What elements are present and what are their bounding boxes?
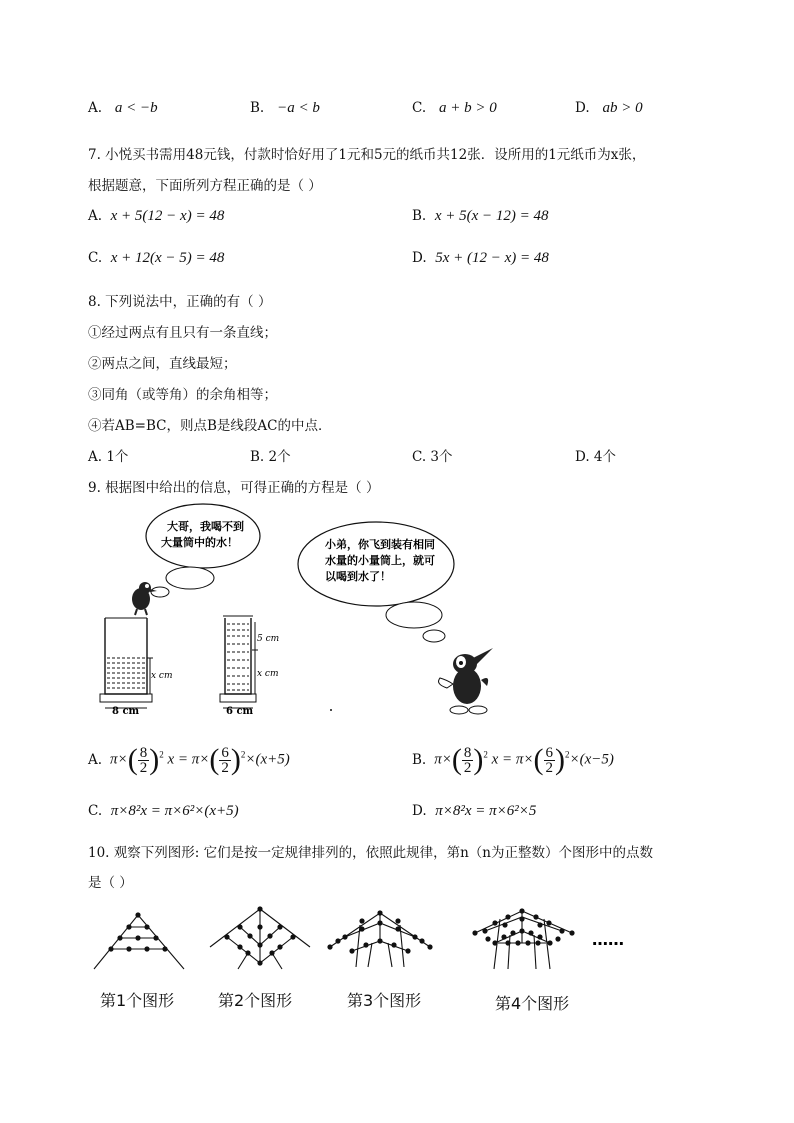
q8-statement-3: ③同角（或等角）的余角相等； [88,387,277,403]
q8-option-d: D. 4个 [575,449,617,465]
q8-stem: 8. 下列说法中，正确的有（ ） [88,294,272,310]
thought-dot-2b [423,630,445,642]
q7-option-b-expr: x + 5(x − 12) = 48 [434,208,549,224]
q10-stem-line1: 10. 观察下列图形: 它们是按一定规律排列的，依照此规律，第n（n为正整数）个图形中的点数 [88,845,653,861]
cyl2-width-label: 6 cm [226,706,254,717]
q7-stem-line2: 根据题意，下面所列方程正确的是（ ） [88,178,322,194]
q9-option-c-expr: π×8²x = π×6²×(x+5) [110,803,239,819]
bubble2-line1: 小弟，你飞到装有相同 [325,538,435,551]
cyl1-height-label: x cm [151,671,173,681]
thought-dot-1b [151,587,169,597]
q6-option-c-expr: a + b > 0 [439,100,497,116]
q6-option-d-expr: ab > 0 [602,100,643,116]
q6-option-c-label: C. [412,100,427,116]
q9-stem: 9. 根据图中给出的信息，可得正确的方程是（ ） [88,480,380,496]
q7-option-c-expr: x + 12(x − 5) = 48 [110,250,225,266]
q9-option-b-expr: π×( $\frac{8}{2}$ )$^2$ x = π×( $\frac{6}{2}$ )$^2$×(x−5) [434,743,614,776]
q9-option-d [412,803,536,820]
bubble1-line1: 大哥，我喝不到 [167,520,244,533]
cyl1-width-label: 8 cm [112,706,140,717]
q9-option-a-tail: ×(x+5) [245,751,290,768]
q7-option-b [412,208,548,225]
q9-option-a [88,738,290,782]
cyl2-top-label: 5 cm [257,634,280,644]
q9-option-d-expr: π×8²x = π×6²×5 [435,803,537,819]
q6-option-a-label: A. [88,100,103,116]
q10-ellipsis: …… [592,930,624,949]
q9-option-c [88,803,239,820]
q9-option-a-label: A. [88,752,103,768]
q7-option-a-label: A. [88,208,103,224]
q7-option-a [88,208,224,225]
q9-option-d-label: D. [412,803,427,819]
thought-dot-2a [386,602,442,628]
q6-option-a [88,100,158,117]
q6-option-b-expr: −a < b [277,100,320,116]
thought-dot-1a [166,567,214,589]
q8-option-a: A. 1个 [88,449,129,465]
q6-option-a-expr: a < −b [114,100,158,116]
q10-caption-4: 第4个图形 [495,994,570,1013]
q6-option-c [412,100,497,117]
q8-statement-2: ②两点之间，直线最短； [88,356,237,372]
q10-stem-line2: 是（ ） [88,875,133,891]
bubble1-line2: 大量筒中的水！ [161,536,238,549]
q7-option-a-expr: x + 5(12 − x) = 48 [110,208,225,224]
q6-option-b-label: B. [250,100,265,116]
bubble2-line2: 水量的小量筒上，就可 [325,554,435,567]
q9-option-b-label: B. [412,752,427,768]
q9-option-b-tail: ×(x−5) [569,751,614,768]
q9-option-c-label: C. [88,803,103,819]
big-cylinder [100,618,173,717]
q6-option-d [575,100,643,117]
q8-statement-4: ④若AB=BC，则点B是线段AC的中点． [88,418,332,434]
q7-option-c [88,250,224,267]
q9-figure [95,498,505,720]
q8-option-b: B. 2个 [250,449,291,465]
small-cylinder [220,616,279,717]
q10-caption-2: 第2个图形 [218,991,293,1010]
q6-option-b [250,100,320,117]
q7-option-c-label: C. [88,250,103,266]
q9-option-a-expr: π×( $\frac{8}{2}$ )$^2$ x = π×( $\frac{6}{2}$ )$^2$×(x+5) [110,743,290,776]
small-crow-icon [132,582,157,615]
q9-option-b [412,738,614,782]
q10-caption-3: 第3个图形 [347,991,422,1010]
q10-caption-1: 第1个图形 [100,991,175,1010]
big-crow-icon [439,648,493,714]
q7-option-b-label: B. [412,208,427,224]
q8-statement-1: ①经过两点有且只有一条直线； [88,325,277,341]
q6-option-d-label: D. [575,100,590,116]
q7-option-d [412,250,549,267]
bubble2-line3: 以喝到水了！ [325,570,391,583]
q10-figures [90,905,650,975]
q7-option-d-expr: 5x + (12 − x) = 48 [435,250,549,266]
q8-option-c: C. 3个 [412,449,453,465]
q7-option-d-label: D. [412,250,427,266]
q7-stem-line1: 7. 小悦买书需用48元钱，付款时恰好用了1元和5元的纸币共12张．设所用的1元纸币为x张， [88,147,646,163]
cyl2-height-label: x cm [257,669,279,679]
